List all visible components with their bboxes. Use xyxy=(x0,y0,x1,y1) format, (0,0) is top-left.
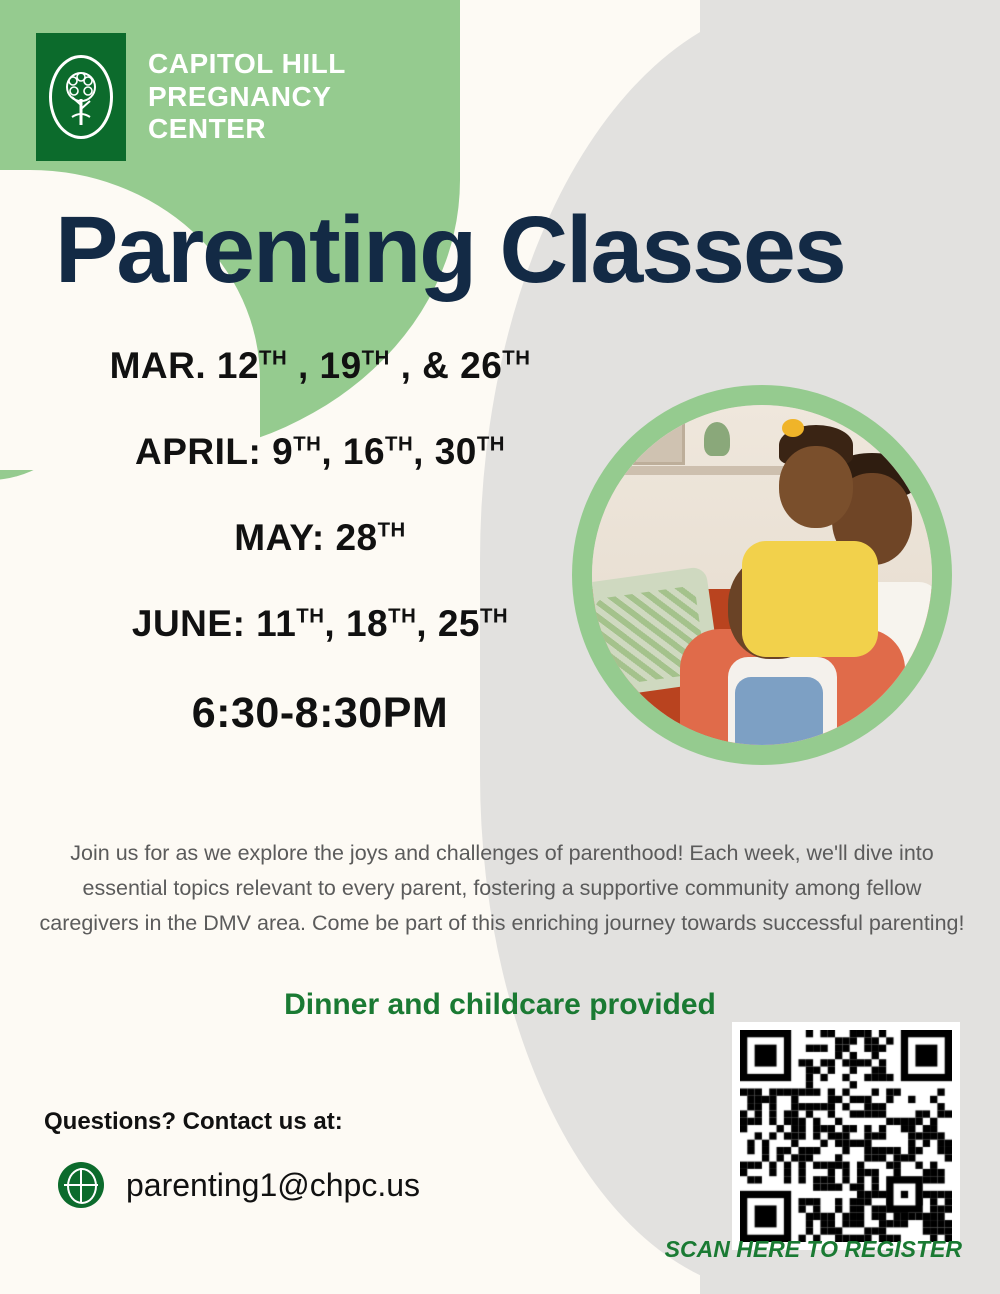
family-photo xyxy=(572,385,952,765)
tree-in-oval-icon xyxy=(36,33,126,161)
logo-oval-shape xyxy=(49,55,113,139)
schedule-line: APRIL: 9TH, 16TH, 30TH xyxy=(135,431,505,472)
questions-label: Questions? Contact us at: xyxy=(44,1108,343,1135)
page-title: Parenting Classes xyxy=(55,197,845,303)
contact-email-row[interactable] xyxy=(58,1162,420,1208)
body-paragraph: Join us for as we explore the joys and challenges of parenthood! Each week, we'll dive into essential topics relevant to every parent, fostering a supportive community among fellow caregivers in the DMV area. Come be part of this enriching journey towards successful parenting! xyxy=(39,841,965,935)
schedule-line: MAR. 12TH , 19TH , & 26TH xyxy=(109,345,531,386)
org-name-line-3: CENTER xyxy=(148,113,267,145)
organization-logo xyxy=(36,33,346,161)
schedule-line: JUNE: 11TH, 18TH, 25TH xyxy=(131,603,509,644)
org-name-line-2: PREGNANCY xyxy=(148,80,332,112)
highlight-text: Dinner and childcare provided xyxy=(284,988,716,1021)
family-photo-image xyxy=(592,405,932,745)
organization-name xyxy=(148,48,346,146)
schedule-line: MAY: 28TH xyxy=(234,517,406,558)
contact-email[interactable]: parenting1@chpc.us xyxy=(126,1166,420,1203)
qr-code-canvas xyxy=(740,1030,952,1242)
schedule-list xyxy=(0,345,640,738)
schedule-time: 6:30-8:30PM xyxy=(191,689,449,737)
qr-caption: SCAN HERE TO REGISTER xyxy=(664,1236,962,1262)
qr-code-icon[interactable] xyxy=(732,1022,960,1250)
globe-icon xyxy=(58,1162,104,1208)
org-name-line-1: CAPITOL HILL xyxy=(148,47,346,79)
